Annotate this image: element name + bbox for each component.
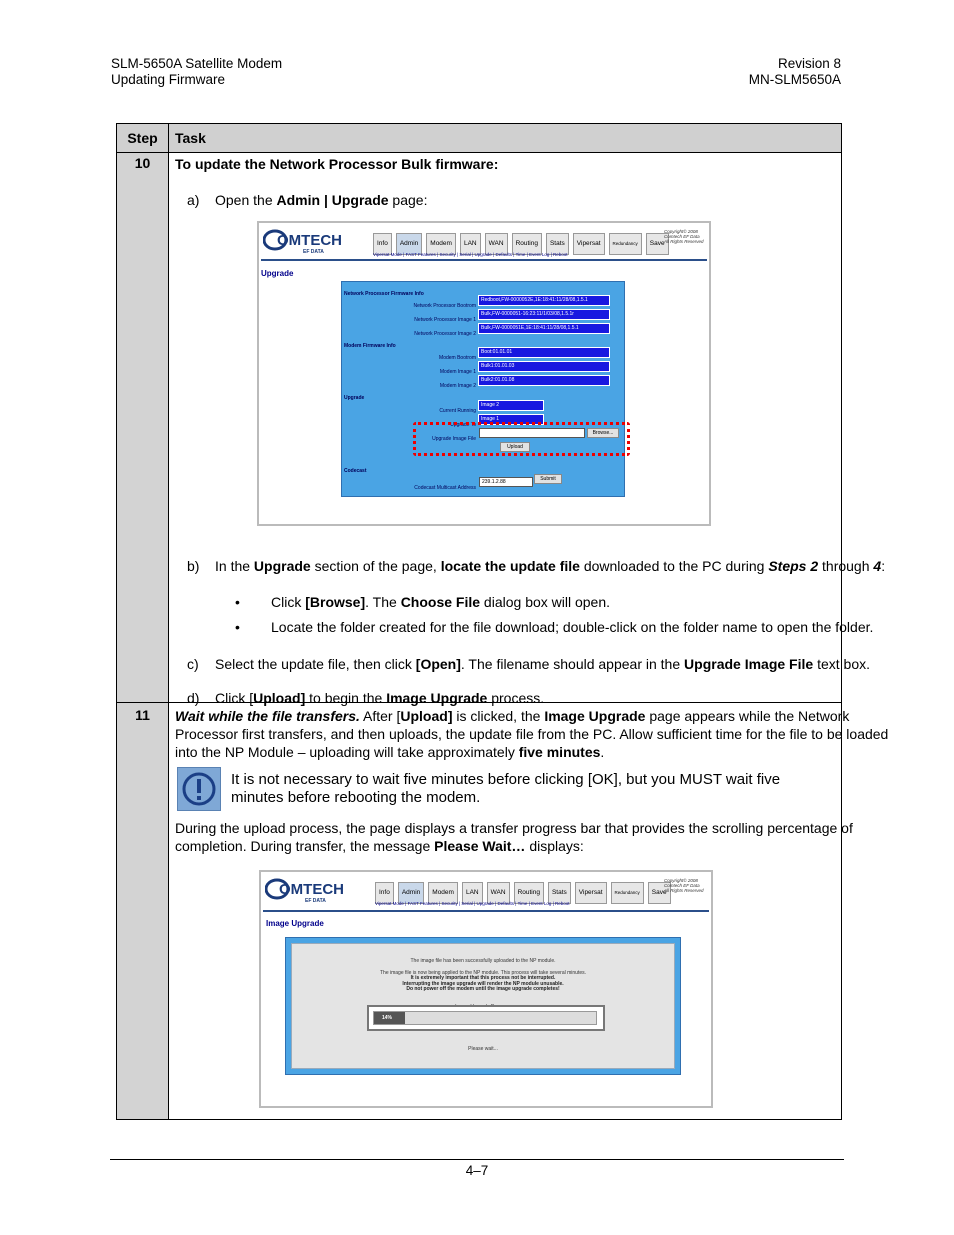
codecast-section: Codecast (344, 468, 367, 474)
step11-para1-line1: Wait while the file transfers. After [Upload] is clicked, the Image Upgrade page appears while the Network (175, 708, 850, 724)
step10-a-label: a) (187, 192, 200, 208)
important-note-icon (177, 767, 221, 811)
tab-admin[interactable]: Admin (398, 882, 424, 904)
upgrade-image-file-label: Upgrade Image File (432, 436, 476, 442)
tab-save[interactable]: Save (646, 233, 669, 255)
comtech-logo (265, 876, 357, 904)
admin-subnav[interactable]: Vipersat Mode | FAST Features | Security | Serial | Upgrade | Defaults | Time | Event Log | Reboot (373, 252, 568, 257)
tab-lan[interactable]: LAN (462, 882, 483, 904)
bullet-browse: Click [Browse]. The Choose File dialog box will open. (271, 594, 611, 610)
copyright-notice: Copyright© 2008 Comtech EF Data All Rights Reserved (664, 229, 704, 244)
upgrade-page-screenshot (257, 221, 711, 526)
step10-c-label: c) (187, 656, 199, 672)
firmware-panel (341, 281, 625, 497)
step-task-table (116, 123, 889, 1120)
step11-para2-line1: During the upload process, the page displays a transfer progress bar that provides the scrolling percentage of (175, 820, 853, 836)
task-cell-11 (169, 703, 889, 1120)
modem-image1-value: Bulk1:01.01.03 (478, 361, 610, 372)
comtech-logo (263, 227, 355, 255)
please-wait-message: Please wait... (468, 1046, 498, 1052)
progress-fill: 14% (374, 1012, 405, 1024)
modem-image1-label: Modem Image 1 (439, 369, 476, 375)
svg-text:OMTECH: OMTECH (277, 232, 342, 249)
step-column-header: Step (117, 124, 169, 153)
np-image1-label: Network Processor Image 1 (414, 317, 476, 323)
step10-b-label: b) (187, 558, 200, 574)
modem-firmware-section: Modem Firmware Info (344, 343, 396, 349)
progress-track (373, 1011, 597, 1025)
document-header-left (111, 56, 282, 88)
np-firmware-section: Network Processor Firmware Info (344, 291, 424, 297)
np-bootrom-label: Network Processor Bootrom (413, 303, 476, 309)
header-divider (261, 259, 707, 261)
status-box (291, 943, 675, 1069)
page-title: Upgrade (261, 269, 294, 278)
task-cell-10 (169, 153, 886, 706)
upgrade-section: Upgrade (344, 395, 365, 401)
highlight-box (413, 422, 630, 456)
submit-button[interactable]: Submit (534, 474, 562, 484)
tab-save[interactable]: Save (648, 882, 671, 904)
np-bootrom-value: Redboot,FW-0000052E,1E:18:41:11/28/08,1.5.1 (478, 295, 610, 306)
modem-image2-label: Modem Image 2 (439, 383, 476, 389)
multicast-address-label: Codecast Multicast Address (414, 485, 476, 491)
modem-bootrom-label: Modem Bootrom (439, 355, 476, 361)
page-number: 4–7 (465, 1163, 489, 1178)
np-image1-value: Bulk,FW-0000051-16:23:11/1/03/08,1.5.1r (478, 309, 610, 320)
progress-frame (367, 1005, 605, 1031)
bullet-dot: • (235, 619, 240, 635)
copyright-notice: Copyright© 2008 Comtech EF Data All Rights Reserved (664, 878, 704, 893)
tab-wan[interactable]: WAN (485, 233, 508, 255)
step10-title: To update the Network Processor Bulk firmware: (175, 156, 499, 172)
tab-stats[interactable]: Stats (546, 233, 569, 255)
upload-success-message: The image file has been successfully uploaded to the NP module. (410, 958, 556, 964)
modem-image2-value: Bulk2:01.01.08 (478, 375, 610, 386)
modem-bootrom-value: Boot:01.01.01 (478, 347, 610, 358)
footer-rule (110, 1159, 844, 1160)
tab-info[interactable]: Info (373, 233, 392, 255)
task-column-header: Task (169, 124, 842, 153)
step10-b-text: In the Upgrade section of the page, locate the update file downloaded to the PC during Steps 2 through 4: (215, 558, 886, 574)
step10-c-text: Select the update file, then click [Open]. The filename should appear in the Upgrade Image File text box. (215, 656, 870, 672)
step10-a-text: Open the Admin | Upgrade page: (215, 192, 428, 208)
step11-para1-line3: into the NP Module – uploading will take approximately five minutes. (175, 744, 605, 760)
tab-stats[interactable]: Stats (548, 882, 571, 904)
header-divider (263, 910, 709, 912)
tab-vipersat[interactable]: Vipersat (575, 882, 607, 904)
tab-routing[interactable]: Routing (514, 882, 544, 904)
page-title: Image Upgrade (266, 919, 324, 928)
step10-d-text: Click [Upload] to begin the Image Upgrade process. (215, 690, 545, 706)
np-image2-value: Bulk,FW-0000051E,1E:18:41:11/28/08,1.5.1 (478, 323, 610, 334)
current-running-label: Current Running (439, 408, 476, 414)
tab-redundancy[interactable]: Redundancy (609, 233, 642, 255)
upload-button[interactable]: Upload (500, 442, 530, 452)
tab-admin[interactable]: Admin (396, 233, 422, 255)
manual-number: MN-SLM5650A (748, 72, 841, 87)
tab-routing[interactable]: Routing (512, 233, 542, 255)
current-running-value: Image 2 (478, 400, 544, 411)
tab-vipersat[interactable]: Vipersat (573, 233, 605, 255)
svg-text:EF DATA: EF DATA (305, 898, 326, 904)
browse-button[interactable]: Browse... (587, 428, 619, 438)
doc-title: SLM-5650A Satellite Modem (111, 56, 283, 71)
tab-modem[interactable]: Modem (428, 882, 458, 904)
step-number-11: 11 (117, 703, 169, 1120)
upgrade-to-select[interactable]: Image 1 (478, 414, 544, 425)
document-header-right (749, 56, 841, 88)
upgrade-status-panel (285, 937, 681, 1075)
np-image2-label: Network Processor Image 2 (414, 331, 476, 337)
step11-para1-line2: Processor first transfers, and then uploads, the update file from the PC. Allow sufficient time for the file to be loaded (175, 726, 889, 742)
tab-lan[interactable]: LAN (460, 233, 481, 255)
bullet-dot: • (235, 594, 240, 610)
revision: Revision 8 (777, 56, 841, 71)
upgrade-to-label: Upgrade To (450, 422, 476, 428)
tab-modem[interactable]: Modem (426, 233, 456, 255)
bullet-locate-folder: Locate the folder created for the file download; double-click on the folder name to open the folder. (271, 619, 874, 635)
image-upgrade-screenshot (259, 870, 713, 1108)
tab-info[interactable]: Info (375, 882, 394, 904)
chapter-title: Updating Firmware (111, 72, 226, 87)
step11-para2-line2: completion. During transfer, the message Please Wait… displays: (175, 838, 584, 854)
svg-text:EF DATA: EF DATA (303, 249, 324, 255)
applying-message: The image file is now being applied to the NP module. This process will take several minutes. (379, 970, 587, 976)
step-number-10: 10 (117, 153, 169, 703)
tab-redundancy[interactable]: Redundancy (611, 882, 644, 904)
admin-subnav[interactable]: Vipersat Mode | FAST Features | Security | Serial | Upgrade | Defaults | Time | Event Log | Reboot (375, 901, 570, 906)
important-note-text: It is not necessary to wait five minutes before clicking [OK], but you MUST wait five minutes before rebooting the modem. (231, 771, 781, 806)
step10-d-label: d) (187, 690, 200, 706)
svg-text:OMTECH: OMTECH (279, 881, 344, 898)
tab-wan[interactable]: WAN (487, 882, 510, 904)
warning-message: It is extremely important that this process not be interrupted. Interrupting the image upgrade will render the NP module unusable. Do not power off the modem until the image upgrade completes! (402, 975, 564, 992)
multicast-address-input[interactable]: 239.1.2.88 (479, 477, 533, 487)
